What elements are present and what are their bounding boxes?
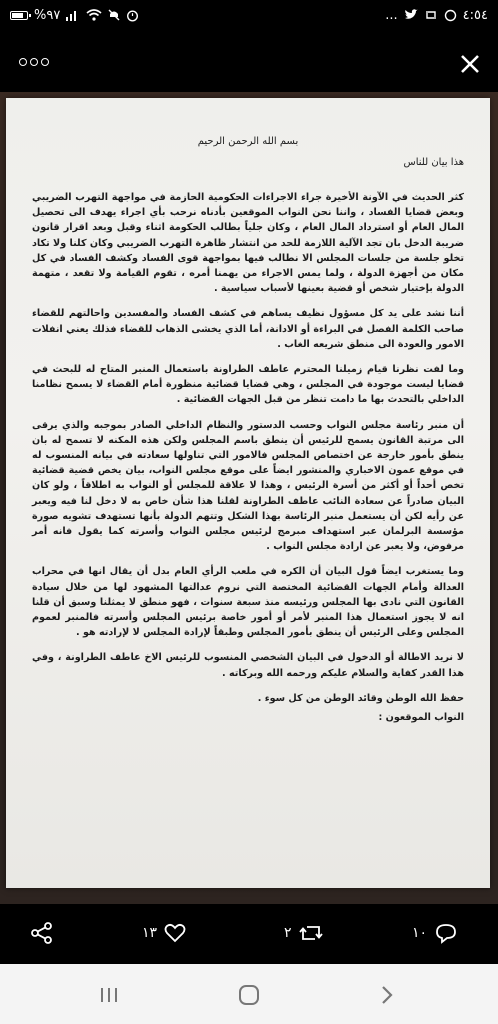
recents-button[interactable] [94, 980, 124, 1010]
clock: ٤:٥٤ [462, 7, 488, 23]
document-text [32, 126, 464, 723]
battery-icon [10, 11, 28, 20]
share-button[interactable] [30, 918, 54, 948]
media-viewer-toolbar [0, 30, 498, 90]
status-bar-right [385, 8, 488, 23]
like-button[interactable] [142, 918, 187, 948]
twitter-notification-icon [404, 9, 418, 21]
back-button[interactable] [372, 980, 402, 1010]
statement-heading: هذا بيان للناس [403, 157, 464, 168]
heart-icon [163, 921, 187, 945]
back-icon [372, 980, 402, 1010]
home-button[interactable] [234, 980, 264, 1010]
share-icon [30, 921, 54, 945]
retweets-count: ٢ [284, 925, 292, 941]
comment-icon [433, 921, 459, 945]
comments-count: ١٠ [412, 925, 428, 941]
recents-icon [94, 980, 124, 1010]
signature-line: النواب الموقعون : [378, 711, 464, 723]
status-bar-left [10, 8, 139, 23]
paragraph-3: وما لفت نظرنا قيام زميلنا المحترم عاطف الطراونة باستعمال المنبر المتاح له للبحث في قضايا ليست موجودة في المجلس ، وهي قضايا قضائية منظورة أمام القضاء لا يسمح نظامنا الداخلي بالتحدث بها ما دامت تنظر من قبل الجهات القضائية . [32, 364, 464, 406]
whatsapp-notification-icon [444, 9, 457, 22]
more-options-button[interactable] [14, 48, 54, 76]
document-photo[interactable] [0, 92, 498, 904]
paragraph-4: أن منبر رئاسة مجلس النواب وحسب الدستور والنظام الداخلي الصادر بموجبه والذي يرقى الى مرتبة القانون يسمح للرئيس أن ينطق باسم المجلس ولكن هذه المكنه لا تسمح له بان ينطق بأمور خارجة عن اختصاص المجلس فالامور التي تناولها سعادته في بيانه المنسوب له في موقع عمون الاخباري والمنشور ايضاً على موقع مجلس النواب، بيان يخص قضية قضائية تخص أحداً أو أكثر من أسرة الرئيس ، وهذا لا علاقة للمجلس أو النواب به اطلاقاً ، ولو كان البيان صادراً عن سعادة النائب عاطف الطراونة لقلنا هذا شأن خاص به لا دخل لنا فيه ويعبر عن رأيه لكن أن يستعمل منبر الرئاسة بهذا الشكل وتتهم الدولة بأنها تستهدف تشويه صورة مؤسسة البرلمان عبر استهداف مبرمج لرئيس مجلس النواب وأسرته كما يقول فانه أمر مرفوض، ولا يعبر عن ارادة مجلس النواب . [32, 419, 464, 553]
closing-line: حفظ الله الوطن وقائد الوطن من كل سوء . [257, 692, 464, 704]
basmala: بسم الله الرحمن الرحيم [197, 136, 299, 147]
status-more: ... [385, 7, 398, 23]
more-dots-icon [19, 58, 49, 66]
paragraph-2: أننا نشد على يد كل مسؤول نظيف يساهم في كشف الفساد والمفسدين واحالتهم للقضاء صاحب الكلمة الفصل في البراءة أو الادانة، أما الذي يخشى الذهاب للقضاء فذلك يعني انفلات الامور والعودة الى منطق شريعه الغاب . [32, 308, 464, 350]
likes-count: ١٣ [142, 925, 158, 941]
paper-sheet [6, 98, 490, 888]
system-navigation-bar [0, 964, 498, 1024]
close-button[interactable] [452, 46, 488, 82]
paragraph-5: وما يستغرب ايضاً قول البيان أن الكره في ملعب الرأي العام بدل أن يقال انها في محراب العدالة وأمام الجهات القضائية المختصة التي نروم عدالتها المشهود لها من خلال سيادة القانون التي نادى بها المجلس ورئيسه منذ سبعة سنوات ، فهو منطق لا يمثلنا وسبق أن قلنا انه لا يجوز استعمال هذا المنبر لأمر أو أمور خاصة برئيس المجلس وأسرته فالمنبر لعموم المجلس وعلى الرئيس أن ينطق بأمور المجلس وطبقاً لإرادة المجلس لا لإرادته هو . [32, 566, 464, 639]
battery-level: %٩٧ [34, 7, 61, 23]
paragraph-6: لا نريد الاطالة أو الدخول في البيان الشخصي المنسوب للرئيس الاخ عاطف الطراونة ، وفي هذا القدر كفاية والسلام عليكم ورحمه الله وبركاته . [32, 652, 464, 679]
retweet-icon [298, 921, 324, 945]
tweet-action-bar [0, 904, 498, 964]
retweet-notification-icon [424, 9, 438, 21]
status-bar [0, 0, 498, 30]
home-icon [234, 980, 264, 1010]
mute-icon [108, 9, 120, 21]
signal-icon [66, 9, 80, 21]
retweet-button[interactable] [284, 918, 324, 948]
paragraph-1: كثر الحديث في الآونة الأخيرة جراء الاجراءات الحكومية الحازمة في مواجهة التهرب الضريبي وبعض قضايا الفساد ، واننا نحن النواب الموقعين بأدناه نرحب بأي اجراء يهدف الى تحصيل المال العام أو استرداد المال العام ، وكان جلياً بطالب الحكومة اثناء وقبل وبعد اقرار قانون ضريبة الدخل بان تجد الآلية اللازمة للحد من انتشار ظاهرة التهرب الضريبي وكان كلنا ولا تكاد تخلو جلسة من جلسات المجلس الا نطالب فيها بمواجهة قوى الفساد وكشف الفساد في كل مكان من أجهزة الدولة ، ولما يمس الاجراء من يهمنا أمره ، تقوم القيامة ولا تقعد ، متهمة الدولة بإختيار شخص أو قضية بعينها لأسباب سياسية . [32, 192, 464, 295]
alarm-icon [126, 9, 139, 22]
reply-button[interactable] [412, 918, 459, 948]
close-icon [452, 46, 488, 82]
wifi-icon [86, 9, 102, 21]
